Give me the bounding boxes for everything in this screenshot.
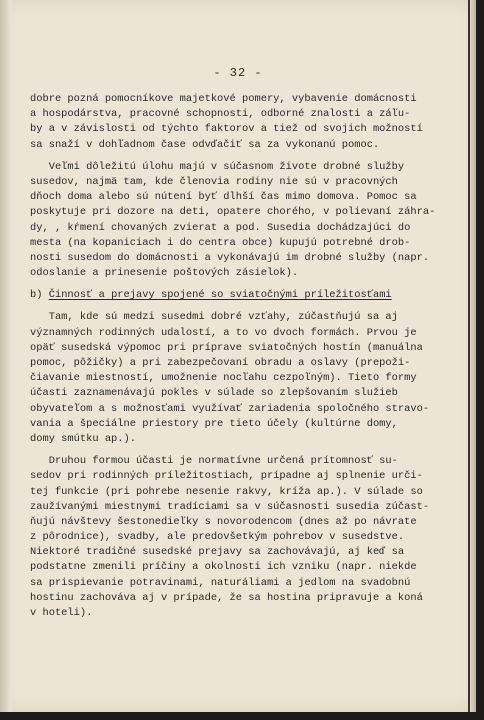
text-line: ňujú návštevy šestonedieľky s novorodencom (dnes až po návrate <box>30 515 417 528</box>
text-line: a hospodárstva, pracovné schopnosti, odborné znalosti a záľu- <box>30 108 411 121</box>
text-line: čiavanie miestností, umožnenie nocľahu cezpoľným). Tieto formy <box>30 372 417 385</box>
text-line: pomoc, pôžičky) a pri zabezpečovaní obradu a oslavy (prepoži- <box>30 357 411 369</box>
text-line: vania a špeciálne priestory pre tieto účely (kultúrne domy, <box>30 417 398 430</box>
paragraph-4 <box>30 454 430 621</box>
text-line: by a v závislosti od týchto faktorov a tiež od svojich možností <box>30 123 423 136</box>
text-line: Tam, kde sú medzi susedmi dobré vzťahy, zúčastňujú sa aj <box>30 311 398 324</box>
binding-edge <box>468 0 470 712</box>
text-line: zaužívanými miestnymi tradíciami sa v súčasnosti susedia zúčast- <box>30 500 430 513</box>
text-line: obyvateľom a s možnosťami využívať zariadenia spoločného stravo- <box>30 402 430 415</box>
text-line: sedov pri rodinných príležitostiach, prípadne aj splnenie urči- <box>30 470 423 483</box>
section-heading <box>30 288 430 303</box>
paragraph-3 <box>30 310 430 447</box>
typewritten-text <box>30 92 436 621</box>
text-line: opäť susedská výpomoc pri príprave sviatočných hostín (manuálna <box>30 341 423 354</box>
text-line: tej funkcie (pri pohrebe nesenie rakvy, kríža ap.). V súlade so <box>30 485 423 498</box>
paragraph-1 <box>30 92 430 153</box>
text-line: nosti susedom do domácnosti a vykonávajú im drobné služby (napr. <box>30 251 430 264</box>
text-line: sa prispievanie potravinami, naturáliami a jedlom na svadobnú <box>30 576 411 589</box>
section-title: Činnosť a prejavy spojené so sviatočnými príležitosťami <box>48 289 392 302</box>
text-line: dobre pozná pomocníkove majetkové pomery, vybavenie domácnosti <box>30 93 417 105</box>
text-line: účasti zaznamenávajú pokles v súlade so zlepšovaním služieb <box>30 387 398 400</box>
text-line: domy smútku ap.). <box>30 432 137 445</box>
text-line: susedov, najmä tam, kde členovia rodiny nie sú v pracovných <box>30 175 398 188</box>
section-marker: b) <box>30 289 49 302</box>
text-line: Niektoré tradičné susedské prejavy sa zachovávajú, aj keď sa <box>30 546 405 559</box>
text-line: dy, , kŕmení chovaných zvierat a pod. Susedia dochádzajúci do <box>30 221 411 234</box>
text-line: podstatne zmenili príčiny a okolnosti ich vzniku (napr. niekde <box>30 561 417 574</box>
text-line: hostinu zachováva aj v prípade, že sa hostina pripravuje a koná <box>30 591 423 604</box>
text-line: mesta (na kopaniciach i do centra obce) kupujú potrebné drob- <box>30 236 411 249</box>
page-number: - 32 - <box>213 66 263 80</box>
text-line: sa snaží v dohľadnom čase odvďačiť sa za vykonanú pomoc. <box>30 138 380 151</box>
text-line: Druhou formou účasti je normatívne určená prítomnosť su- <box>30 455 398 468</box>
text-line: odoslanie a prinesenie poštových zásielok). <box>30 267 299 280</box>
page-left-shadow <box>0 0 12 712</box>
text-line: poskytuje pri dozore na deti, opatere chorého, v polievaní záhra- <box>30 206 436 219</box>
text-line: dňoch doma alebo sú nútení byť dlhší čas mimo domova. Pomoc sa <box>30 191 417 204</box>
paragraph-2 <box>30 160 436 282</box>
text-line: v hoteli). <box>30 607 93 619</box>
text-line: Veľmi dôležitú úlohu majú v súčasnom živote drobné služby <box>30 160 405 173</box>
text-line: významných rodinných udalostí, a to vo dvoch formách. Prvou je <box>30 326 417 339</box>
text-line: z pôrodnice), svadby, ale predovšetkým pohrebov v susedstve. <box>30 531 405 544</box>
